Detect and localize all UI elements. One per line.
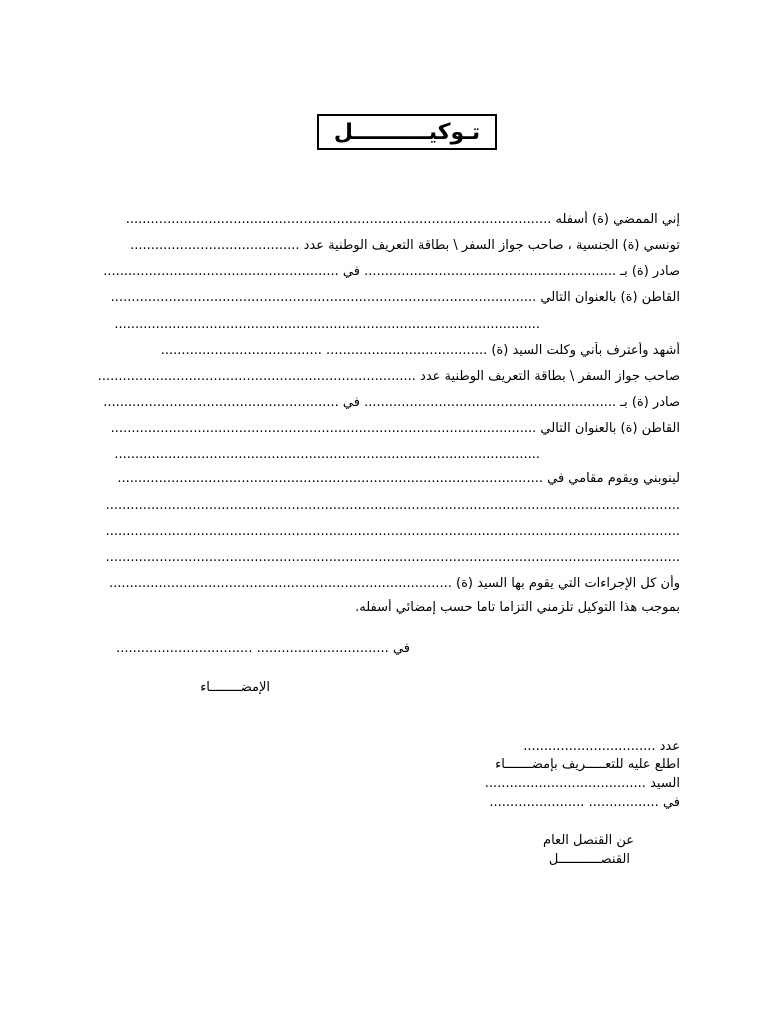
form-line-issued: صادر (ة) بـ ............................................................. في ......................................................... (103, 264, 680, 279)
consulate-seen-line: اطلع عليه للتعـــــريف بإمضـــــــاء (495, 757, 680, 772)
form-line-address-cont: ....................................................................................................... (114, 317, 540, 332)
form-line-nationality: تونسي (ة) الجنسية ، صاحب جواز السفر \ بطاقة التعريف الوطنية عدد ......................................... (130, 238, 680, 253)
form-line-agent-address: القاطن (ة) بالعنوان التالي ....................................................................................................... (110, 421, 680, 436)
consulate-mister-line: السيد ....................................... (484, 776, 680, 791)
form-line-procedures: وأن كل الإجراءات التي يقوم بها السيد (ة) ................................................................................... (108, 576, 680, 591)
document-title: تـوكيــــــــــل (317, 114, 497, 150)
form-line-blank: ........................................................................................................................................... (105, 498, 680, 513)
form-line-agent-address-cont: ....................................................................................................... (114, 447, 540, 462)
form-line-agent-id: صاحب جواز السفر \ بطاقة التعريف الوطنية عدد ............................................................................. (97, 369, 680, 384)
consulate-on-behalf: عن القنصل العام (543, 833, 634, 848)
form-line-commitment: بموجب هذا التوكيل تلزمني التزاما تاما حسب إمضائي أسفله. (355, 600, 680, 615)
consulate-date-line: في ................. ....................... (489, 795, 680, 810)
form-line-declare-agent: أشهد وأعترف بأني وكلت السيد (ة) ....................................... ....................................... (160, 343, 680, 358)
signature-label: الإمضــــــــاء (200, 680, 270, 695)
form-line-blank: ........................................................................................................................................... (105, 524, 680, 539)
form-line-blank: ........................................................................................................................................... (105, 550, 680, 565)
date-place-line: في ................................ ................................. (116, 641, 410, 656)
consulate-number-line: عدد ................................ (523, 739, 680, 754)
form-line-agent-issued: صادر (ة) بـ ............................................................. في ......................................................... (103, 395, 680, 410)
form-line-represent: لينوبني ويقوم مقامي في ....................................................................................................... (117, 471, 680, 486)
form-line-signatory: إني الممضي (ة) أسفله ....................................................................................................... (125, 212, 680, 227)
consul-title: القنصـــــــــــل (548, 852, 630, 867)
form-line-address: القاطن (ة) بالعنوان التالي ....................................................................................................... (110, 290, 680, 305)
